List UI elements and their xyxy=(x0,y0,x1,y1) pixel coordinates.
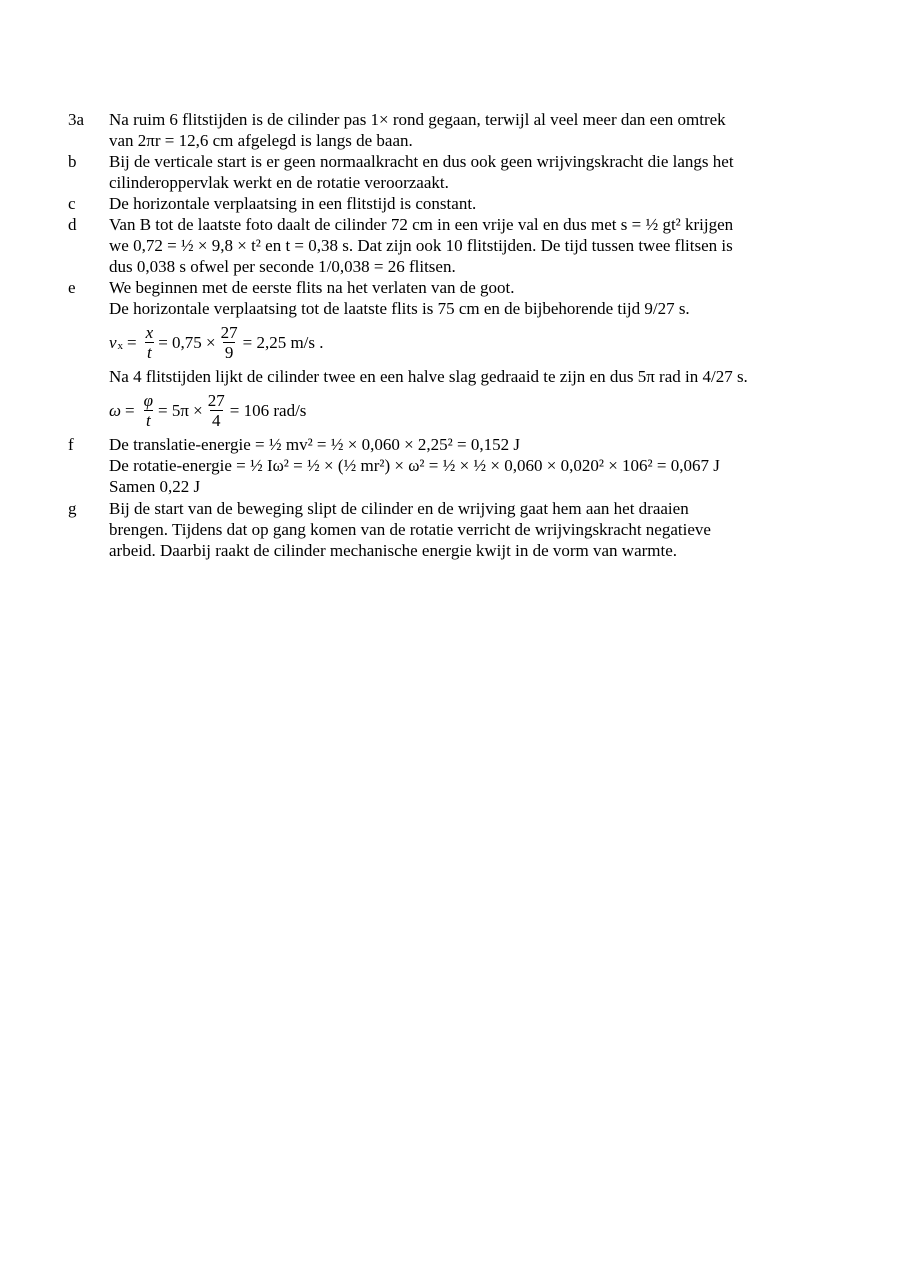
answer-text-line: We beginnen met de eerste flits na het verlaten van de goot. xyxy=(109,278,515,297)
formula-operator: = xyxy=(127,332,137,352)
answer-text-line: Van B tot de laatste foto daalt de cilinder 72 cm in een vrije val en dus met s = ½ gt² krijgen xyxy=(109,215,734,234)
formula-fraction xyxy=(206,391,227,430)
answer-text-line: we 0,72 = ½ × 9,8 × t² en t = 0,38 s. Dat zijn ook 10 flitstijden. De tijd tussen twee flitsen is xyxy=(109,236,733,255)
answer-text-line: Bij de verticale start is er geen normaalkracht en dus ook geen wrijvingskracht die langs het xyxy=(109,152,734,171)
formula-fraction xyxy=(219,323,240,362)
answer-text-line: Na 4 flitstijden lijkt de cilinder twee en een halve slag gedraaid te zijn en dus 5π rad in 4/27 s. xyxy=(109,367,748,386)
formula-text: = 0,75 × xyxy=(158,332,216,352)
formula-symbol: v xyxy=(109,332,117,352)
answer-label: b xyxy=(68,152,77,171)
answer-text-line: cilinderoppervlak werkt en de rotatie veroorzaakt. xyxy=(109,173,449,192)
angular-velocity-formula xyxy=(109,389,808,431)
answer-b xyxy=(68,151,808,193)
answer-label: e xyxy=(68,278,76,297)
fraction-denominator: t xyxy=(147,342,152,362)
answer-text-line: Samen 0,22 J xyxy=(109,477,201,496)
answer-text-line: Na ruim 6 flitstijden is de cilinder pas 1× rond gegaan, terwijl al veel meer dan een omtrek xyxy=(109,110,726,129)
formula-operator: = xyxy=(125,400,135,420)
answer-3a xyxy=(68,109,808,151)
answer-label: c xyxy=(68,194,76,213)
answer-text-line: Bij de start van de beweging slipt de cilinder en de wrijving gaat hem aan het draaien xyxy=(109,499,689,518)
formula-fraction xyxy=(142,391,155,430)
answer-c xyxy=(68,193,808,214)
fraction-numerator: x xyxy=(145,322,154,342)
formula-result: = 106 rad/s xyxy=(229,400,307,420)
fraction-denominator: 4 xyxy=(212,410,221,430)
formula-symbol: ω xyxy=(109,400,122,420)
answer-label: 3a xyxy=(68,110,85,129)
answer-text-line: van 2πr = 12,6 cm afgelegd is langs de baan. xyxy=(109,131,413,150)
fraction-denominator: 9 xyxy=(224,342,234,362)
answer-text-line: dus 0,038 s ofwel per seconde 1/0,038 = 26 flitsen. xyxy=(109,257,456,276)
answer-e xyxy=(68,277,808,434)
velocity-formula xyxy=(109,321,808,363)
formula-subscript: x xyxy=(117,339,124,352)
answer-f xyxy=(68,434,808,497)
answer-text-line: De translatie-energie = ½ mv² = ½ × 0,060 × 2,25² = 0,152 J xyxy=(109,435,520,454)
answer-text-line: De horizontale verplaatsing tot de laatste flits is 75 cm en de bijbehorende tijd 9/27 s. xyxy=(109,299,690,318)
fraction-numerator: φ xyxy=(143,390,154,410)
answer-label: g xyxy=(68,499,77,518)
fraction-numerator: 27 xyxy=(207,390,225,410)
answer-label: d xyxy=(68,215,77,234)
formula-text: = 5π × xyxy=(158,400,203,420)
answer-d xyxy=(68,214,808,277)
answer-g xyxy=(68,498,808,561)
answer-text-line: brengen. Tijdens dat op gang komen van de rotatie verricht de wrijvingskracht negatieve xyxy=(109,520,711,539)
fraction-numerator: 27 xyxy=(220,322,238,342)
fraction-denominator: t xyxy=(145,410,151,430)
formula-fraction xyxy=(144,323,156,362)
answer-text-line: De rotatie-energie = ½ Iω² = ½ × (½ mr²) × ω² = ½ × ½ × 0,060 × 0,020² × 106² = 0,067 J xyxy=(109,456,720,475)
answer-text-line: De horizontale verplaatsing in een flitstijd is constant. xyxy=(109,194,477,213)
answer-label: f xyxy=(68,435,74,454)
formula-result: = 2,25 m/s . xyxy=(242,332,324,352)
answer-text-line: arbeid. Daarbij raakt de cilinder mechanische energie kwijt in de vorm van warmte. xyxy=(109,541,678,560)
